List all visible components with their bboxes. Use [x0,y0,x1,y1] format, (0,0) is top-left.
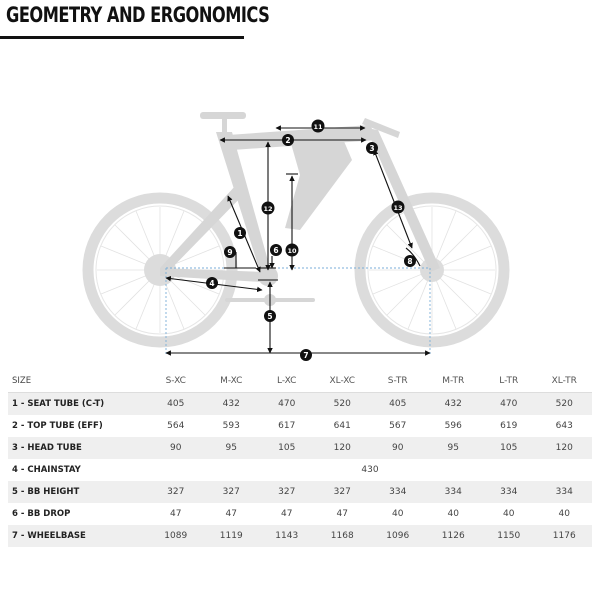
table-cell: 1096 [370,525,426,547]
marker-2 [282,134,294,146]
svg-text:3: 3 [369,144,375,153]
table-cell: 120 [537,437,593,459]
table-cell: 405 [370,393,426,416]
table-cell: 327 [148,481,204,503]
table-cell: 1176 [537,525,593,547]
svg-text:2: 2 [285,136,291,145]
table-cell: 47 [225,509,237,519]
table-cell: 334 [481,481,537,503]
table-cell: 47 [170,509,182,519]
table-cell: 47 [336,509,348,519]
row-label: 5 - BB HEIGHT [8,481,148,503]
table-cell: 1143 [259,525,315,547]
column-header: S-XC [165,376,186,386]
table-cell: 334 [537,481,593,503]
table-cell: 334 [426,481,482,503]
marker-9 [224,246,236,258]
table-header-row [8,370,592,393]
table-cell: 90 [370,437,426,459]
row-label: 1 - SEAT TUBE (C-T) [8,393,148,416]
marker-6 [270,244,282,256]
title-underline [0,36,244,39]
svg-text:9: 9 [227,248,233,257]
table-cell: 619 [500,421,518,431]
table-cell: 520 [537,393,593,416]
marker-13 [392,201,405,214]
table-cell: 520 [315,393,371,416]
table-cell: 1150 [481,525,537,547]
table-cell: 47 [281,509,293,519]
svg-text:6: 6 [273,246,279,255]
table-cell: 40 [558,509,570,519]
table-cell: 567 [389,421,407,431]
marker-5 [264,310,276,322]
table-cell-merged: 430 [361,465,379,475]
column-header: XL-TR [551,376,577,386]
svg-text:7: 7 [303,351,309,360]
table-cell: 1089 [148,525,204,547]
table-cell: 334 [370,481,426,503]
table-row [8,393,592,416]
table-cell: 95 [204,437,260,459]
table-cell: 470 [481,393,537,416]
table-cell: 40 [447,509,459,519]
table-cell: 617 [278,421,296,431]
table-cell: 470 [259,393,315,416]
table-cell: 596 [444,421,462,431]
table-cell: 327 [315,481,371,503]
row-label: 7 - WHEELBASE [8,525,148,547]
table-cell: 40 [392,509,404,519]
table-cell: 564 [167,421,185,431]
table-row [8,525,592,547]
svg-text:5: 5 [267,312,273,321]
row-label: 4 - CHAINSTAY [12,465,81,475]
bike-geometry-diagram [0,80,600,370]
column-header: L-XC [277,376,297,386]
table-cell: 120 [315,437,371,459]
table-cell: 105 [481,437,537,459]
svg-text:12: 12 [263,205,273,213]
table-cell: 1168 [315,525,371,547]
table-cell: 90 [148,437,204,459]
svg-text:11: 11 [313,123,323,131]
column-header: M-XC [220,376,243,386]
marker-7 [300,349,312,361]
marker-8 [404,255,416,267]
column-header: SIZE [12,376,32,386]
table-cell: 1119 [204,525,260,547]
svg-text:13: 13 [393,204,403,212]
geometry-table [8,370,592,547]
row-label: 3 - HEAD TUBE [8,437,148,459]
marker-10 [286,244,299,257]
table-cell: 432 [426,393,482,416]
table-cell: 643 [555,421,573,431]
column-header: M-TR [442,376,465,386]
column-header: XL-XC [329,376,356,386]
row-label: 6 - BB DROP [12,509,71,519]
marker-1 [234,227,246,239]
table-cell: 1126 [426,525,482,547]
marker-11 [312,120,325,133]
row-label: 2 - TOP TUBE (EFF) [12,421,103,431]
svg-text:10: 10 [287,247,297,255]
table-row [8,437,592,459]
table-cell: 40 [503,509,515,519]
table-row [8,415,592,437]
svg-text:8: 8 [407,257,413,266]
marker-12 [262,202,275,215]
column-header: L-TR [499,376,519,386]
table-cell: 593 [222,421,240,431]
table-cell: 641 [333,421,351,431]
table-cell: 432 [204,393,260,416]
marker-4 [206,277,218,289]
table-row [8,481,592,503]
table-cell: 105 [259,437,315,459]
table-row [8,503,592,525]
column-header: S-TR [387,376,408,386]
svg-text:4: 4 [209,279,215,288]
svg-text:1: 1 [237,229,243,238]
table-cell: 327 [204,481,260,503]
table-cell: 405 [148,393,204,416]
page-title: GEOMETRY AND ERGONOMICS [6,3,270,27]
marker-3 [366,142,378,154]
table-cell: 327 [259,481,315,503]
table-cell: 95 [426,437,482,459]
table-row [8,459,592,481]
